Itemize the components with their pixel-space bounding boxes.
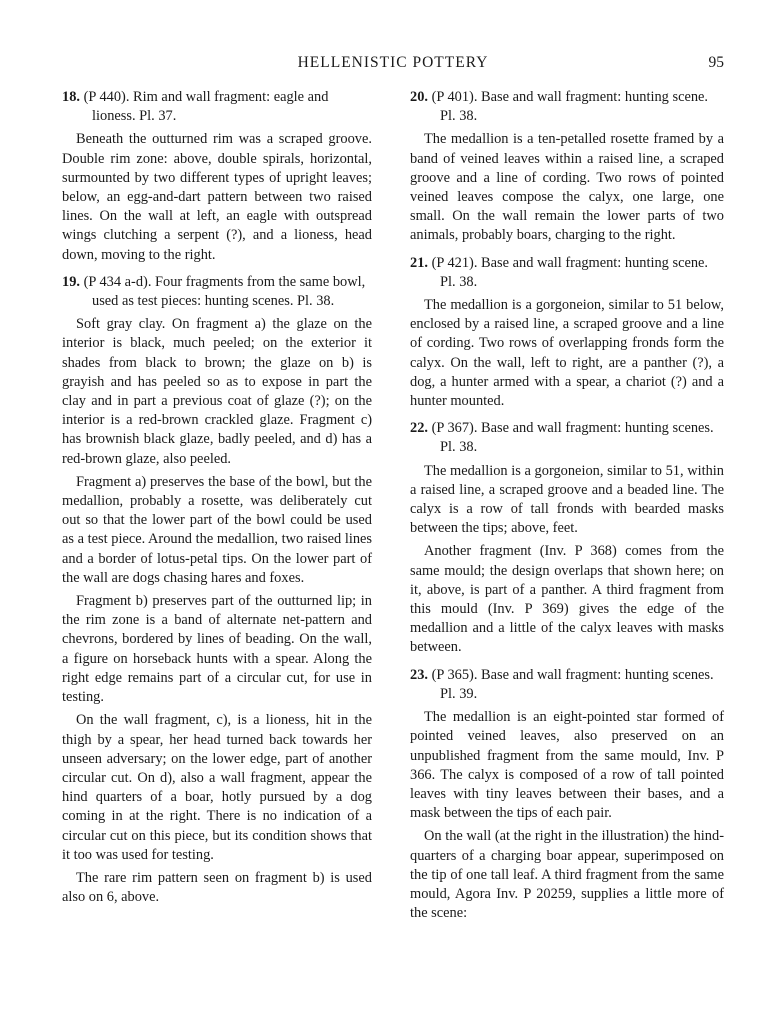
entry-heading [62, 273, 372, 311]
catalogue-entry-23 [410, 666, 724, 924]
entry-paragraph: On the wall fragment, c), is a lioness, hit in the thigh by a spear, her head turned back towards her unseen adversary; on the lower edge, part of another circular cut. On d), also a wall fragment, appear the hind quarters of a boar, hotly pursued by a dog coming in at the right. There is no indication of a circular cut on this piece, but its condition shows that it too was used for testing. [62, 712, 372, 863]
entry-heading-text: (P 365). Base and wall fragment: hunting scenes. Pl. 39. [431, 666, 714, 702]
catalogue-entry-22 [410, 419, 724, 657]
entry-paragraph: The medallion is a gorgoneion, similar to 51, within a raised line, a scraped groove and a beaded line. The calyx is a row of tall fronds with bearded masks between the tips; above, feet. [410, 462, 724, 537]
entry-heading [410, 419, 724, 457]
entry-paragraph: The medallion is a ten-petalled rosette framed by a band of veined leaves within a raised line, a scraped groove and a line of cording. Two rows of pointed veined leaves compose the calyx, one large, one small. On the wall remain the lower parts of two animals, probably boars, charging to the right. [410, 131, 724, 244]
entry-heading-text: (P 367). Base and wall fragment: hunting scenes. Pl. 38. [431, 420, 714, 456]
catalogue-entry-18 [62, 88, 372, 265]
left-column [62, 88, 372, 915]
entry-number: 20. [410, 89, 428, 105]
entry-heading-text: (P 440). Rim and wall fragment: eagle and lioness. Pl. 37. [83, 89, 329, 125]
entry-paragraph: The medallion is a gorgoneion, similar to 51 below, enclosed by a raised line, a scraped groove and a line of cording. Two rows of overlapping fronds form the calyx. On the wall, left to right, are a panther (?), a dog, a hunter armed with a spear, a chariot (?) and a hunter mounted. [410, 297, 724, 410]
entry-paragraph: The medallion is an eight-pointed star formed of pointed veined leaves, also preserved on an unpublished fragment from the same mould, Inv. P 366. The calyx is composed of a row of tall pointed leaves with tiny leaves between their bases, and a mask between the tips of each pair. [410, 709, 724, 822]
entry-heading-text: (P 434 a-d). Four fragments from the same bowl, used as test pieces: hunting scenes. Pl. 38. [83, 273, 366, 310]
catalogue-entry-20 [410, 88, 724, 246]
entry-paragraph: On the wall (at the right in the illustration) the hind-quarters of a charging boar appear, superimposed on the tip of one tall leaf. A third fragment from the same mould, Agora Inv. P 20259, supplies a little more of the scene: [410, 828, 724, 922]
entry-paragraph: Beneath the outturned rim was a scraped groove. Double rim zone: above, double spirals, horizontal, surmounted by two different types of upright leaves; below, an egg-and-dart pattern between two raised lines. On the wall at left, an eagle with outspread wings clutching a serpent (?), and a lioness, head down, moving to the right. [62, 131, 372, 263]
entry-paragraph: The rare rim pattern seen on fragment b) is used also on 6, above. [62, 869, 372, 906]
entry-paragraph: Fragment a) preserves the base of the bowl, but the medallion, probably a rosette, was deliberately cut out so that the lower part of the bowl could be used as a test piece. Around the medallion, two raised lines and a border of lotus-petal tips. On the lower part of the wall are dogs chasing hares and foxes. [62, 473, 372, 586]
right-column [410, 88, 724, 931]
entry-number: 18. [62, 89, 80, 105]
entry-heading [410, 666, 724, 704]
entry-paragraph: Fragment b) preserves part of the outturned lip; in the rim zone is a band of alternate net-pattern and chevrons, bordered by lines of beading. On the wall, a figure on horseback hunts with a spear. Along the right edge remains part of a circular cut, for use in testing. [62, 593, 372, 706]
entry-number: 22. [410, 420, 428, 437]
entry-heading-text: (P 421). Base and wall fragment: hunting scene. Pl. 38. [431, 254, 709, 290]
entry-number: 19. [62, 273, 80, 290]
page-number: 95 [708, 54, 724, 71]
catalogue-entry-19 [62, 273, 372, 908]
entry-number: 23. [410, 666, 428, 683]
entry-heading [62, 88, 372, 126]
entry-paragraph: Another fragment (Inv. P 368) comes from the same mould; the design overlaps that shown here; on it, above, is part of a panther. A third fragment from this mould (Inv. P 369) gives the edge of the medallion and a little of the calyx leaves with masks between. [410, 543, 724, 656]
running-title: HELLENISTIC POTTERY [297, 54, 489, 71]
entry-heading [410, 254, 724, 292]
catalogue-entry-21 [410, 254, 724, 412]
entry-paragraph: Soft gray clay. On fragment a) the glaze on the interior is black, much peeled; on the exterior it shades from black to brown; the glaze on b) is grayish and has peeled so as to expose in part the clay and in part a previous coat of glaze (?); on the interior is a red-brown crackled glaze. Fragment c) has brownish black glaze, badly peeled, and d) has a red-brown glaze, also peeled. [62, 316, 372, 467]
entry-number: 21. [410, 254, 428, 271]
running-head [62, 52, 724, 76]
entry-heading-text: (P 401). Base and wall fragment: hunting scene. Pl. 38. [431, 89, 709, 125]
entry-heading [410, 88, 724, 126]
